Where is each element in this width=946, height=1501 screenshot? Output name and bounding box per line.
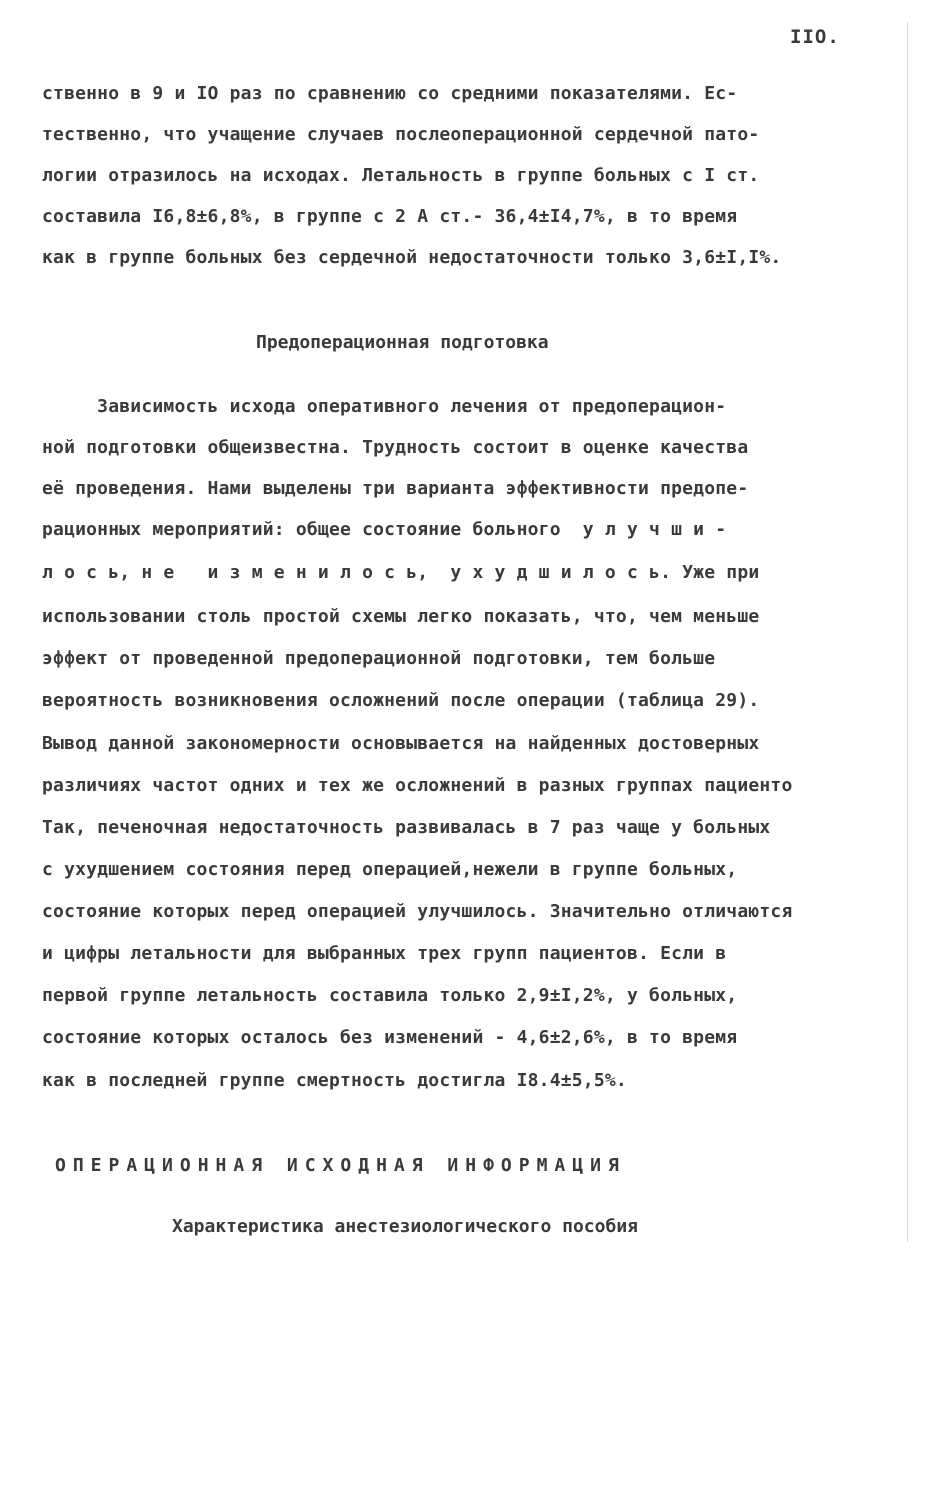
text-line: эффект от проведенной предоперационной подготовки, тем больше <box>42 648 716 669</box>
text-line: составила I6,8±6,8%, в группе с 2 А ст.- 36,4±I4,7%, в то время <box>42 206 738 227</box>
text-line: логии отразилось на исходах. Летальность в группе больных с I ст. <box>42 165 760 186</box>
text-line: тественно, что учащение случаев послеоперационной сердечной пато- <box>42 124 760 145</box>
text-line: как в группе больных без сердечной недостаточности только 3,6±I,I%. <box>42 247 782 268</box>
text-line: л о с ь, н е и з м е н и л о с ь, у х у д ш и л о с ь. Уже при <box>42 562 760 583</box>
section-heading-spaced: ОПЕРАЦИОННАЯ ИСХОДНАЯ ИНФОРМАЦИЯ <box>55 1155 626 1176</box>
text-line: и цифры летальности для выбранных трех групп пациентов. Если в <box>42 943 727 964</box>
text-line: использовании столь простой схемы легко показать, что, чем меньше <box>42 606 760 627</box>
text-line: её проведения. Нами выделены три варианта эффективности предопе- <box>42 478 749 499</box>
text-line: ной подготовки общеизвестна. Трудность состоит в оценке качества <box>42 437 749 458</box>
text-line: состояние которых осталось без изменений - 4,6±2,6%, в то время <box>42 1027 738 1048</box>
text-line: состояние которых перед операцией улучшилось. Значительно отличаются <box>42 901 793 922</box>
section-heading: Предоперационная подготовка <box>256 332 549 353</box>
text-line: Вывод данной закономерности основывается на найденных достоверных <box>42 733 760 754</box>
text-line: как в последней группе смертность достигла I8.4±5,5%. <box>42 1070 627 1091</box>
text-line: ственно в 9 и IO раз по сравнению со средними показателями. Ес- <box>42 83 738 104</box>
page-edge-line <box>907 22 908 1242</box>
text-line: Так, печеночная недостаточность развивалась в 7 раз чаще у больных <box>42 817 771 838</box>
subsection-heading: Характеристика анестезиологического пособия <box>172 1216 638 1237</box>
text-line: первой группе летальность составила только 2,9±I,2%, у больных, <box>42 985 738 1006</box>
text-line: Зависимость исхода оперативного лечения от предоперацион- <box>42 396 727 417</box>
text-line: вероятность возникновения осложнений после операции (таблица 29). <box>42 690 760 711</box>
text-line: рационных мероприятий: общее состояние больного у л у ч ш и - <box>42 519 727 540</box>
text-line: различиях частот одних и тех же осложнений в разных группах пациенто <box>42 775 793 796</box>
page-number: IIO. <box>790 26 840 48</box>
text-line: с ухудшением состояния перед операцией,нежели в группе больных, <box>42 859 738 880</box>
